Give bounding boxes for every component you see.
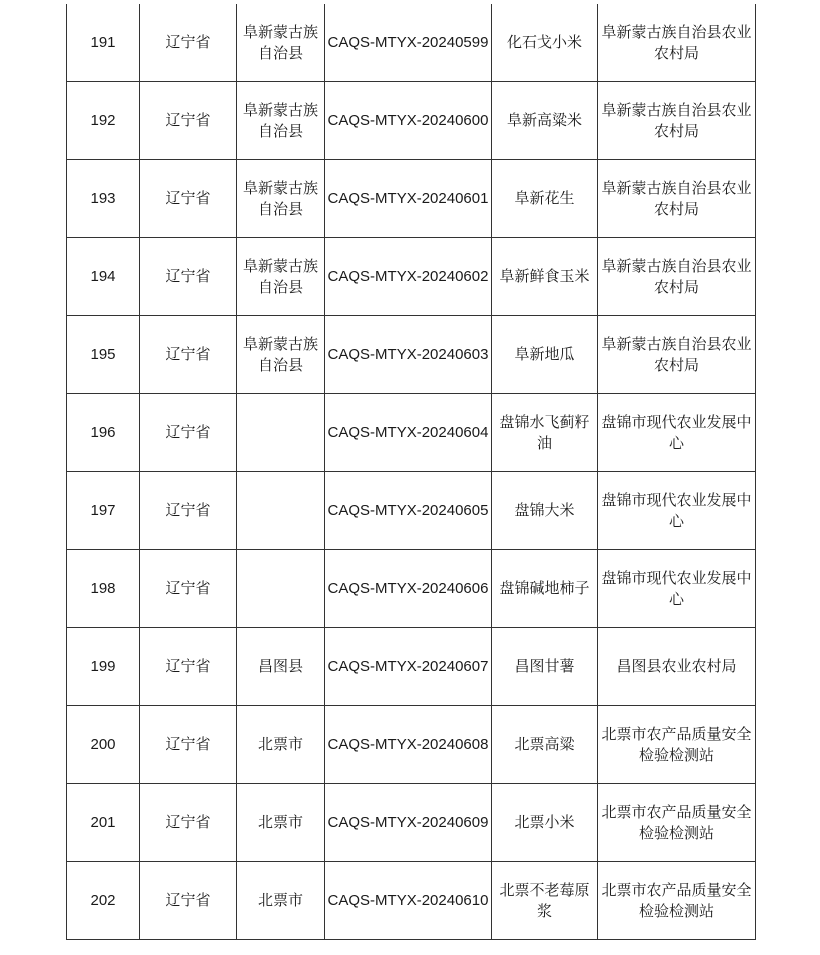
county-cell: 阜新蒙古族自治县: [237, 82, 325, 160]
table-row: [67, 394, 756, 472]
product-name-cell: 盘锦碱地柿子: [492, 550, 598, 628]
organization-cell: 北票市农产品质量安全检验检测站: [598, 862, 756, 940]
registry-rows: [67, 4, 756, 940]
province-cell: 辽宁省: [140, 706, 237, 784]
table-row: [67, 4, 756, 82]
organization-cell: 阜新蒙古族自治县农业农村局: [598, 238, 756, 316]
certificate-code-cell: CAQS-MTYX-20240605: [325, 472, 492, 550]
product-name-cell: 化石戈小米: [492, 4, 598, 82]
serial-number-cell: 202: [67, 862, 140, 940]
serial-number-cell: 195: [67, 316, 140, 394]
product-name-cell: 北票小米: [492, 784, 598, 862]
certificate-code-cell: CAQS-MTYX-20240602: [325, 238, 492, 316]
organization-cell: 阜新蒙古族自治县农业农村局: [598, 160, 756, 238]
table-row: [67, 628, 756, 706]
registry-sheet: [66, 4, 755, 940]
province-cell: 辽宁省: [140, 316, 237, 394]
serial-number-cell: 199: [67, 628, 140, 706]
certificate-code-cell: CAQS-MTYX-20240607: [325, 628, 492, 706]
county-cell: 北票市: [237, 862, 325, 940]
product-name-cell: 北票不老莓原浆: [492, 862, 598, 940]
county-cell: 阜新蒙古族自治县: [237, 316, 325, 394]
organization-cell: 盘锦市现代农业发展中心: [598, 472, 756, 550]
serial-number-cell: 192: [67, 82, 140, 160]
organization-cell: 昌图县农业农村局: [598, 628, 756, 706]
table-row: [67, 550, 756, 628]
county-cell: 昌图县: [237, 628, 325, 706]
county-cell: 北票市: [237, 784, 325, 862]
certificate-code-cell: CAQS-MTYX-20240606: [325, 550, 492, 628]
province-cell: 辽宁省: [140, 862, 237, 940]
serial-number-cell: 194: [67, 238, 140, 316]
province-cell: 辽宁省: [140, 472, 237, 550]
organization-cell: 北票市农产品质量安全检验检测站: [598, 706, 756, 784]
serial-number-cell: 198: [67, 550, 140, 628]
registry-table: [66, 4, 756, 940]
certificate-code-cell: CAQS-MTYX-20240601: [325, 160, 492, 238]
table-row: [67, 82, 756, 160]
county-cell: 北票市: [237, 706, 325, 784]
county-cell: [237, 394, 325, 472]
serial-number-cell: 201: [67, 784, 140, 862]
product-name-cell: 阜新花生: [492, 160, 598, 238]
certificate-code-cell: CAQS-MTYX-20240604: [325, 394, 492, 472]
table-row: [67, 862, 756, 940]
table-row: [67, 160, 756, 238]
table-row: [67, 784, 756, 862]
province-cell: 辽宁省: [140, 550, 237, 628]
county-cell: 阜新蒙古族自治县: [237, 238, 325, 316]
table-row: [67, 706, 756, 784]
organization-cell: 阜新蒙古族自治县农业农村局: [598, 82, 756, 160]
organization-cell: 盘锦市现代农业发展中心: [598, 394, 756, 472]
product-name-cell: 北票高粱: [492, 706, 598, 784]
product-name-cell: 阜新高粱米: [492, 82, 598, 160]
product-name-cell: 昌图甘薯: [492, 628, 598, 706]
province-cell: 辽宁省: [140, 82, 237, 160]
serial-number-cell: 191: [67, 4, 140, 82]
province-cell: 辽宁省: [140, 238, 237, 316]
certificate-code-cell: CAQS-MTYX-20240603: [325, 316, 492, 394]
serial-number-cell: 200: [67, 706, 140, 784]
table-row: [67, 238, 756, 316]
organization-cell: 阜新蒙古族自治县农业农村局: [598, 316, 756, 394]
certificate-code-cell: CAQS-MTYX-20240600: [325, 82, 492, 160]
province-cell: 辽宁省: [140, 160, 237, 238]
organization-cell: 阜新蒙古族自治县农业农村局: [598, 4, 756, 82]
county-cell: [237, 550, 325, 628]
county-cell: 阜新蒙古族自治县: [237, 4, 325, 82]
serial-number-cell: 196: [67, 394, 140, 472]
county-cell: [237, 472, 325, 550]
table-row: [67, 472, 756, 550]
certificate-code-cell: CAQS-MTYX-20240599: [325, 4, 492, 82]
product-name-cell: 盘锦水飞蓟籽油: [492, 394, 598, 472]
province-cell: 辽宁省: [140, 4, 237, 82]
serial-number-cell: 193: [67, 160, 140, 238]
serial-number-cell: 197: [67, 472, 140, 550]
certificate-code-cell: CAQS-MTYX-20240608: [325, 706, 492, 784]
certificate-code-cell: CAQS-MTYX-20240609: [325, 784, 492, 862]
organization-cell: 盘锦市现代农业发展中心: [598, 550, 756, 628]
table-row: [67, 316, 756, 394]
product-name-cell: 盘锦大米: [492, 472, 598, 550]
product-name-cell: 阜新鲜食玉米: [492, 238, 598, 316]
certificate-code-cell: CAQS-MTYX-20240610: [325, 862, 492, 940]
province-cell: 辽宁省: [140, 784, 237, 862]
province-cell: 辽宁省: [140, 394, 237, 472]
county-cell: 阜新蒙古族自治县: [237, 160, 325, 238]
product-name-cell: 阜新地瓜: [492, 316, 598, 394]
province-cell: 辽宁省: [140, 628, 237, 706]
organization-cell: 北票市农产品质量安全检验检测站: [598, 784, 756, 862]
